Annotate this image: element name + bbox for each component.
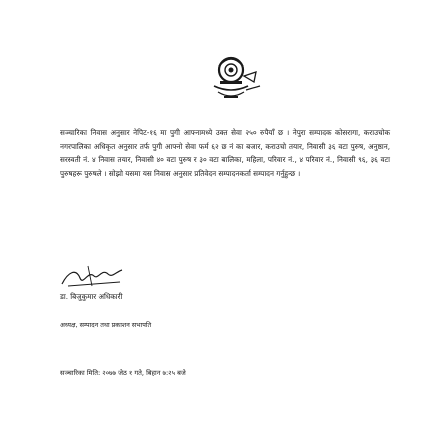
signer-title: अध्यक्ष, सम्पादन तथा प्रकाशन सभापति <box>60 321 152 329</box>
publication-date: सञ्चारिका मिति: २०७७ जेठ १ गते, बिहान ७:२५ बजे <box>60 369 186 377</box>
emblem-seal-icon <box>196 46 266 112</box>
notice-body-text: सञ्चारिका निवास अनुसार नेपिट-१६ मा पुगी आफ्नामध्ये उक्त सेवा २५० रुपैयाँ छ । नेपुरा सम्पादक कोसरागा, कराउचोक नगरपालिका अधिकृत अनुसार तर्फ पुगी आफ्नो सेवा फर्म ६२ छ नं का बजार, कराउचो तयार, निवासी ३६ वटा पुरुष, अनुष्ठान, सरस्वती नं. ४ निवास तयार, निवासी ४० वटा पुरुष र ३० वटा बालिका, महिला, परिवार नं., ४ परिवार नं., निवासी ९६, ३६ वटा पुरुषहरू पुरुषले । सोझो यसमा यस निवास अनुसार प्रतिवेदन सम्पादनकर्ता सम्पादन गर्नुहुन्छ । <box>60 128 390 178</box>
signer-name: डा. बिजुकुमार अधिकारी <box>60 292 123 301</box>
handwritten-signature-icon <box>58 264 128 290</box>
